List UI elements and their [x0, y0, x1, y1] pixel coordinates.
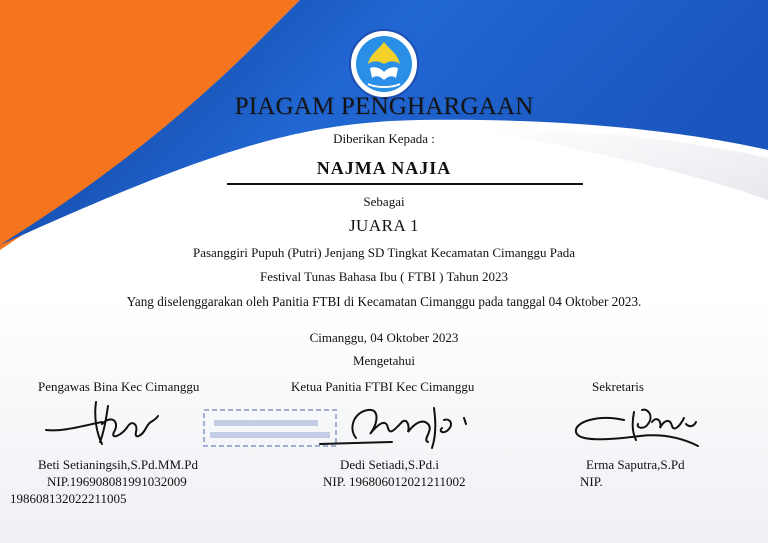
recipient-name: NAJMA NAJIA [316, 158, 452, 178]
description-line-3: Yang diselenggarakan oleh Panitia FTBI di Kecamatan Cimanggu pada tanggal 04 Oktober 2023. [126, 294, 642, 309]
description-line-1: Pasanggiri Pupuh (Putri) Jenjang SD Tingkat Kecamatan Cimanggu Pada [192, 245, 576, 260]
place-date: Cimanggu, 04 Oktober 2023 [309, 330, 459, 345]
signatory-role-2: Ketua Panitia FTBI Kec Cimanggu [291, 379, 475, 394]
signatory-name-3: Erma Saputra,S.Pd [586, 457, 685, 472]
name-underline [227, 183, 583, 185]
signatory-role-3: Sekretaris [592, 379, 644, 394]
tut-wuri-handayani-emblem-icon [348, 28, 420, 100]
given-to-label: Diberikan Kepada : [333, 131, 435, 146]
handwritten-signature-icon [318, 398, 478, 454]
award-title: JUARA 1 [348, 216, 420, 235]
signatory-name-2: Dedi Setiadi,S.Pd.i [340, 457, 439, 472]
extra-nip: 198608132022211005 [10, 491, 127, 506]
signatory-nip-3: NIP. [580, 474, 603, 489]
signatory-nip-2: NIP. 196806012021211002 [323, 474, 466, 489]
acknowledged-label: Mengetahui [352, 353, 416, 368]
signatory-name-1: Beti Setianingsih,S.Pd.MM.Pd [38, 457, 198, 472]
as-label: Sebagai [363, 194, 405, 209]
signatory-role-1: Pengawas Bina Kec Cimanggu [38, 379, 200, 394]
handwritten-signature-icon [42, 396, 172, 452]
handwritten-signature-icon [568, 400, 708, 452]
signatory-nip-1: NIP.196908081991032009 [47, 474, 187, 489]
certificate-title: PIAGAM PENGHARGAAN [234, 93, 534, 120]
description-line-2: Festival Tunas Bahasa Ibu ( FTBI ) Tahun 2023 [259, 269, 508, 284]
